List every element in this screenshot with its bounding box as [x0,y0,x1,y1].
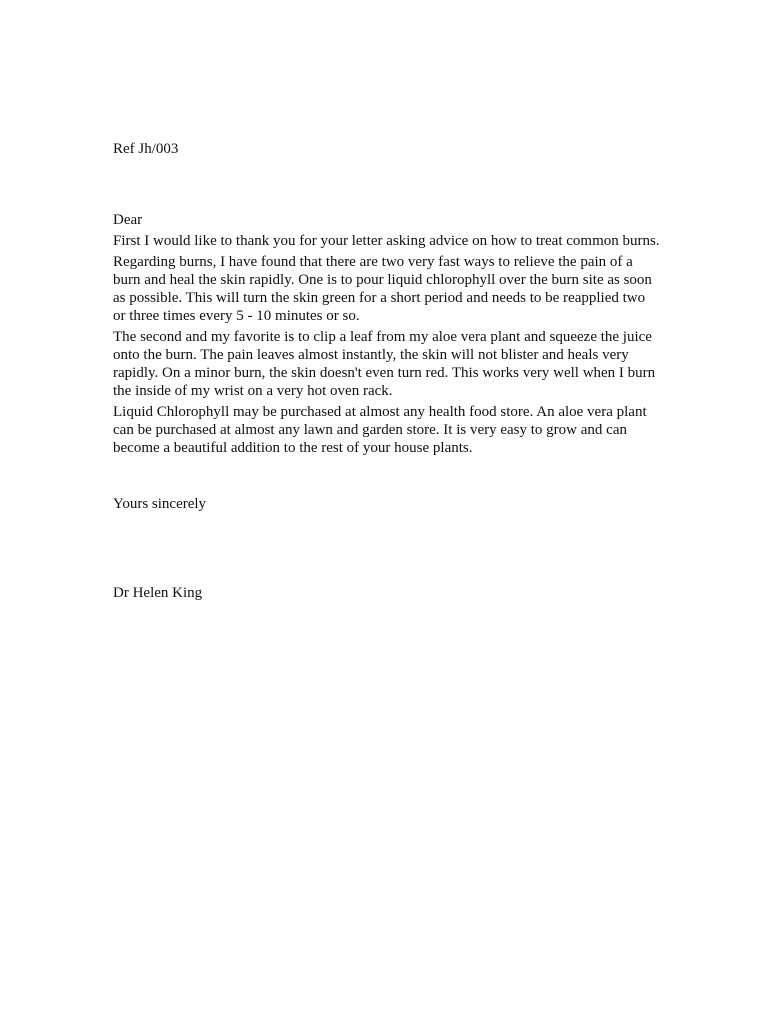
body-paragraph: Liquid Chlorophyll may be purchased at almost any health food store. An aloe vera plant can be purchased at almost any lawn and garden store. It is very easy to grow and can become a beautiful addition to the rest of your house plants. [113,404,647,456]
closing-line: Yours sincerely [113,496,207,512]
reference-line: Ref Jh/003 [113,141,179,157]
body-paragraph: The second and my favorite is to clip a leaf from my aloe vera plant and squeeze the juice onto the burn. The pain leaves almost instantly, the skin will not blister and heals very rapidly. On a minor burn, the skin doesn't even turn red. This works very well when I burn the inside of my wrist on a very hot oven rack. [113,329,656,399]
body-paragraph: First I would like to thank you for your letter asking advice on how to treat common burns. [113,233,660,249]
body-paragraph: Regarding burns, I have found that there are two very fast ways to relieve the pain of a burn and heal the skin rapidly. One is to pour liquid chlorophyll over the burn site as soon as possible. This will turn the skin green for a short period and needs to be reapplied two or three times every 5 - 10 minutes or so. [113,254,652,324]
signature-name: Dr Helen King [113,585,203,601]
letter-body [113,232,661,460]
salutation: Dear [113,212,143,228]
